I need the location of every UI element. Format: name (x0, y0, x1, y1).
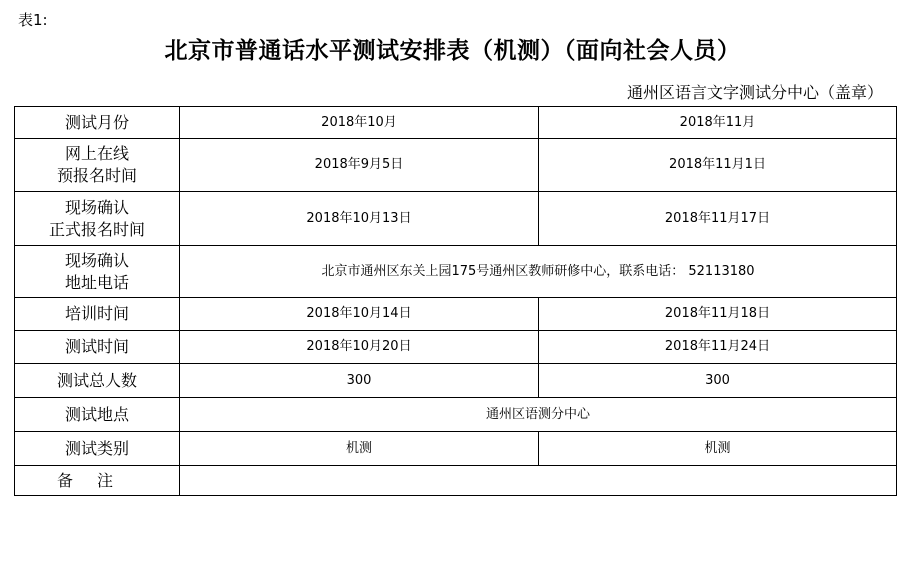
cell-online-registration-nov: 2018年11月1日 (539, 139, 897, 192)
cell-remarks (180, 466, 897, 496)
row-label-online-registration (15, 139, 180, 192)
cell-onsite-confirmation-oct: 2018年10月13日 (180, 192, 539, 246)
schedule-table (14, 106, 897, 496)
table-row-test-location (15, 398, 897, 432)
cell-test-time-nov: 2018年11月24日 (539, 331, 897, 364)
table-number-label: 表1: (18, 11, 48, 29)
table-row-address-phone (15, 246, 897, 298)
row-label-test-location: 测试地点 (15, 398, 180, 432)
cell-count-oct: 300 (180, 364, 539, 398)
cell-onsite-confirmation-nov: 2018年11月17日 (539, 192, 897, 246)
label-line-2: 正式报名时间 (48, 219, 145, 239)
document-title: 北京市普通话水平测试安排表（机测）（面向社会人员） (164, 37, 741, 64)
label-line-1: 现场确认 (64, 197, 129, 217)
cell-test-type-oct: 机测 (180, 432, 539, 466)
table-row-online-registration (15, 139, 897, 192)
cell-month-nov: 2018年11月 (539, 107, 897, 139)
table-row-test-time (15, 331, 897, 364)
table-row-onsite-confirmation (15, 192, 897, 246)
label-line-1: 现场确认 (64, 250, 129, 270)
cell-test-type-nov: 机测 (539, 432, 897, 466)
row-label-training-time: 培训时间 (15, 298, 180, 331)
label-line-1: 网上在线 (64, 144, 129, 163)
table-row-remarks (15, 466, 897, 496)
row-label-address-phone (15, 246, 180, 298)
cell-test-location: 通州区语测分中心 (180, 398, 897, 432)
row-label-test-month: 测试月份 (15, 107, 180, 139)
issuer-seal-line: 通州区语言文字测试分中心（盖章） (626, 83, 883, 102)
row-label-remarks: 备注 (15, 466, 180, 496)
table-row-total-count (15, 364, 897, 398)
cell-count-nov: 300 (539, 364, 897, 398)
cell-training-nov: 2018年11月18日 (539, 298, 897, 331)
row-label-total-count: 测试总人数 (15, 364, 180, 398)
cell-training-oct: 2018年10月14日 (180, 298, 539, 331)
table-row-test-month (15, 107, 897, 139)
label-line-2: 预报名时间 (56, 166, 137, 185)
cell-test-time-oct: 2018年10月20日 (180, 331, 539, 364)
row-label-onsite-confirmation (15, 192, 180, 246)
cell-online-registration-oct: 2018年9月5日 (180, 139, 539, 192)
row-label-test-type: 测试类别 (15, 432, 180, 466)
cell-address-phone: 北京市通州区东关上园175号通州区教师研修中心，联系电话： 52113180 (180, 246, 897, 298)
cell-month-oct: 2018年10月 (180, 107, 539, 139)
table-row-test-type (15, 432, 897, 466)
row-label-test-time: 测试时间 (15, 331, 180, 364)
table-row-training-time (15, 298, 897, 331)
label-line-2: 地址电话 (64, 272, 129, 292)
